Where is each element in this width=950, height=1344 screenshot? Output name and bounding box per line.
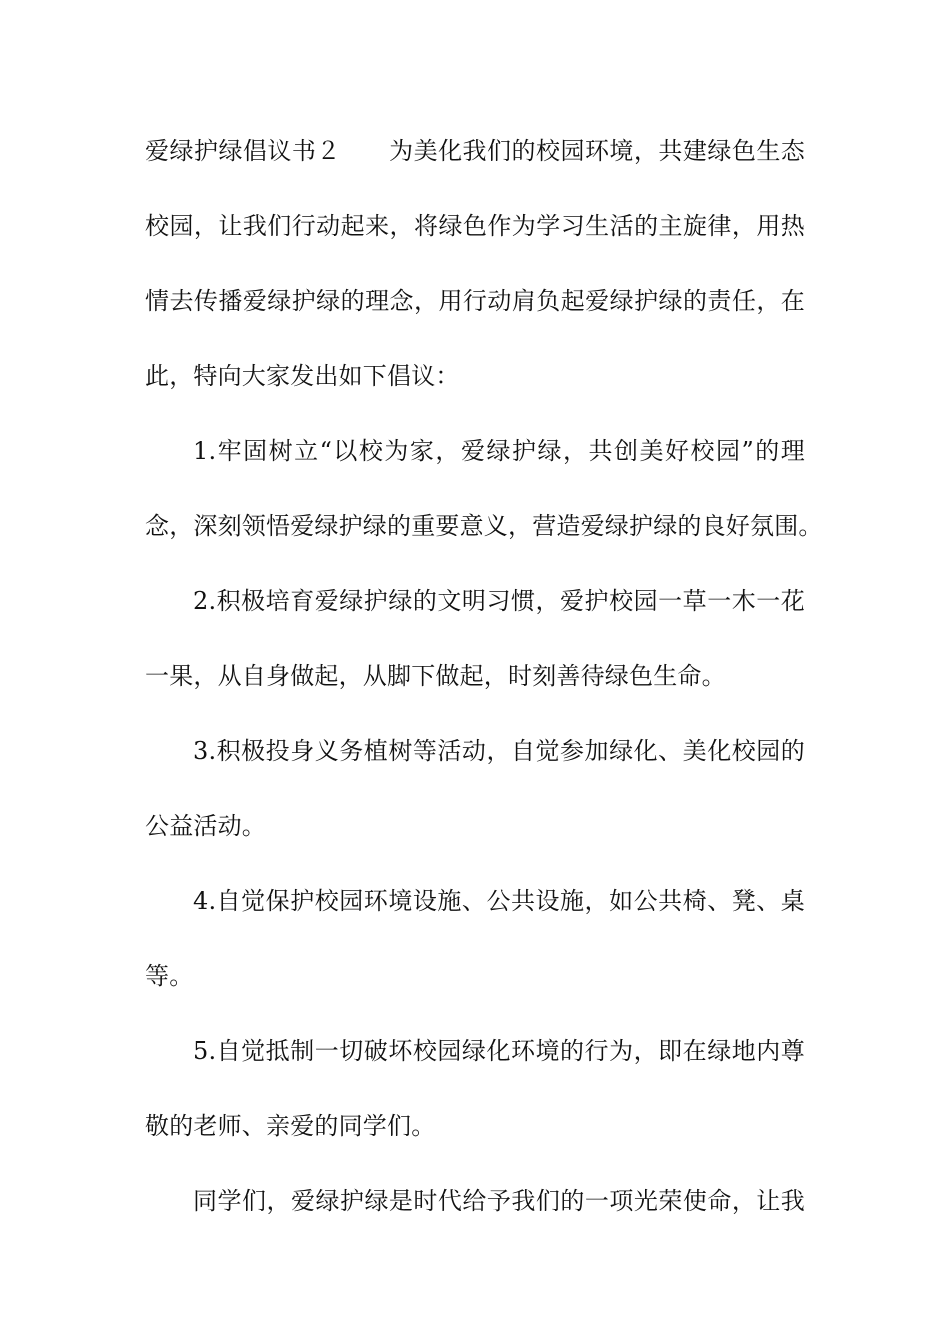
intro-line-4: 此，特向大家发出如下倡议：	[145, 362, 460, 390]
item-2-line-2: 一果，从自身做起，从脚下做起，时刻善待绿色生命。	[145, 662, 726, 690]
item-2-line-1: 2.积极培育爱绿护绿的文明习惯，爱护校园一草一木一花	[193, 587, 805, 615]
item-3-line-1: 3.积极投身义务植树等活动，自觉参加绿化、美化校园的	[193, 737, 805, 765]
item-3-line-2: 公益活动。	[145, 812, 266, 840]
item-5-line-1: 5.自觉抵制一切破坏校园绿化环境的行为，即在绿地内尊	[193, 1037, 805, 1065]
item-4-line-2: 等。	[145, 962, 194, 990]
closing-line: 同学们，爱绿护绿是时代给予我们的一项光荣使命，让我	[193, 1187, 805, 1215]
item-1-line-2: 念，深刻领悟爱绿护绿的重要意义，营造爱绿护绿的良好氛围。	[145, 512, 823, 540]
intro-line-3: 情去传播爱绿护绿的理念，用行动肩负起爱绿护绿的责任，在	[145, 287, 805, 315]
title-intro-line	[145, 136, 805, 166]
intro-line-2: 校园，让我们行动起来，将绿色作为学习生活的主旋律，用热	[145, 212, 805, 240]
item-5-line-2: 敬的老师、亲爱的同学们。	[145, 1112, 436, 1140]
intro-line-1: 为美化我们的校园环境，共建绿色生态	[388, 137, 805, 165]
item-4-line-1: 4.自觉保护校园环境设施、公共设施，如公共椅、凳、桌	[193, 887, 805, 915]
item-1-line-1: 1.牢固树立“以校为家，爱绿护绿，共创美好校园”的理	[193, 437, 805, 465]
document-title: 爱绿护绿倡议书２	[145, 137, 341, 165]
